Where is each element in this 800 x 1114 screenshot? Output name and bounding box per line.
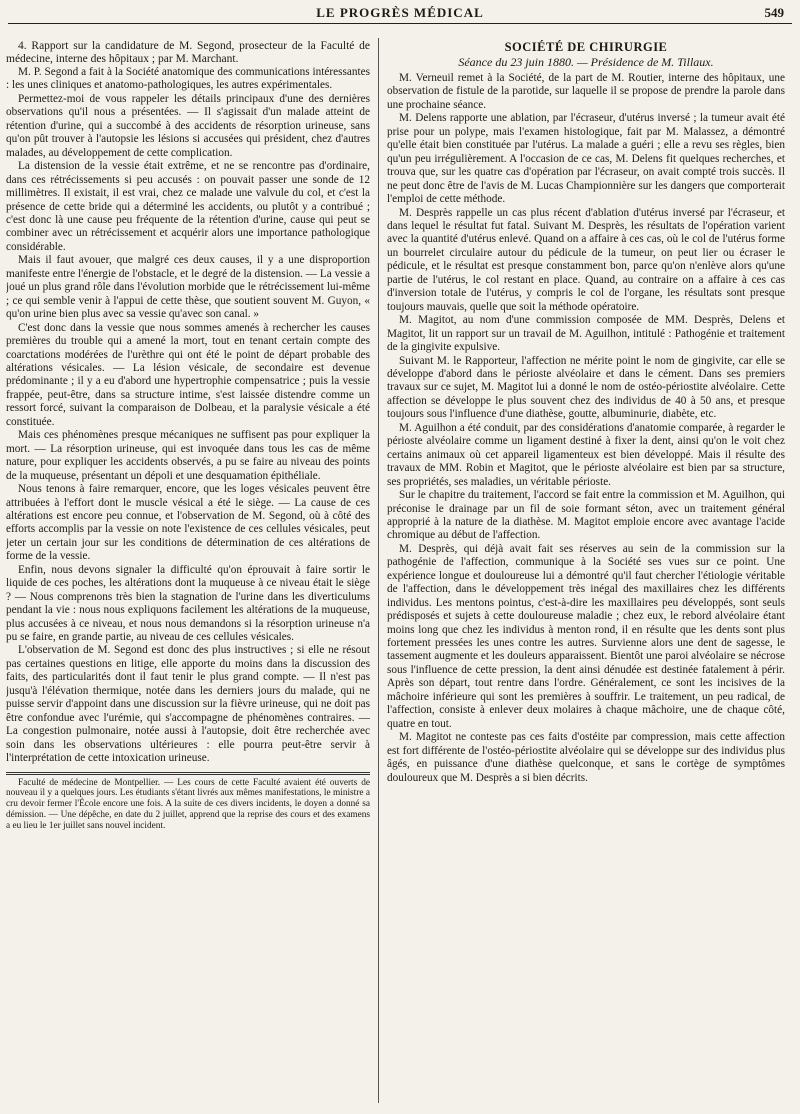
right-paragraph: Suivant M. le Rapporteur, l'affection ne mérite point le nom de gingivite, car elle se développe d'abord dans le périoste alvéolaire et dans le cément. Dans ses premiers travaux sur ce sujet, M. Magitot lui a donné le nom de ostéo-périostite alvéolaire. Cette affection se développe le plus souvent chez des individus de 40 à 50 ans, et presque toujours sous l'influence d'une diathèse, goutte, albuminurie, diabète, etc. <box>387 354 785 421</box>
page-number: 549 <box>764 5 784 20</box>
left-paragraph: La distension de la vessie était extrême, et ne se rencontre pas d'ordinaire, dans ces rétrécissements si peu accusés : on pouvait passer une sonde de 12 millimètres. Il existait, il est vrai, chez ce malade une valvule du col, et c'est la présence de cette bride qui a déterminé les accidents, ou plutôt y a contribué ; c'est donc là une cause peu fréquente de la rétention d'urine, cause qui peut se combiner avec un rétrécissement et acquérir alors une importance pathologique considérable. <box>6 160 370 253</box>
left-paragraph: Mais il faut avouer, que malgré ces deux causes, il y a une disproportion manifeste entre l'énergie de l'obstacle, et le degré de la distension. — La vessie a joué un plus grand rôle dans l'évolution morbide que le rétrécissement lui-même ; ce qui semble venir à l'appui de cette thèse, que soutient souvent M. Guyon, « qu'on urine bien plus avec sa vessie qu'avec son canal. » <box>6 254 370 321</box>
rapport-title: 4. Rapport sur la candidature de M. Segond, prosecteur de la Faculté de médecine, interne des hôpitaux ; par M. Marchant. <box>6 40 370 65</box>
left-column <box>6 40 370 1100</box>
left-paragraph: Mais ces phénomènes presque mécaniques ne suffisent pas pour expliquer la mort. — La résorption urineuse, qui est invoquée dans tous les cas de même nature, pour expliquer les accidents observés, a pu se faire au niveau des points de la muqueuse, présentant un dépoli et une desquamation épithéliale. <box>6 429 370 482</box>
seance-text: Séance du 23 juin 1880. — Présidence de M. Tillaux. <box>458 55 714 69</box>
right-paragraph: M. Desprès rappelle un cas plus récent d'ablation d'utérus inversé par l'écraseur, et dans lequel le résultat fut fatal. Suivant M. Desprès, les résultats de l'opération varient avec la quantité d'utérus enlevé. Quand on a affaire à ces cas, où le col de l'utérus forme un bourrelet circulaire autour du pédicule de la tumeur, on peut lier ou écraser le pédicule, et le résultat est presque constamment bon, parce qu'on n'enlève alors qu'une partie de l'utérus, le col restant en place. Quand, au contraire on a affaire à ces cas d'inversion totale de l'utérus, y compris le col de l'organe, les résultats sont presque toujours mauvais, quelle que soit la méthode opératoire. <box>387 206 785 313</box>
section-title: SOCIÉTÉ DE CHIRURGIE <box>504 40 668 54</box>
right-paragraph: M. Verneuil remet à la Société, de la part de M. Routier, interne des hôpitaux, une observation de fistule de la parotide, sur laquelle il se propose de prendre la parole dans une prochaine séance. <box>387 72 785 111</box>
header-rule <box>8 23 792 24</box>
footnote-rule <box>6 772 370 775</box>
right-paragraph: M. Delens rapporte une ablation, par l'écraseur, d'utérus inversé ; la tumeur avait été prise pour un polype, mais l'examen histologique, fait par M. Malassez, a démontré qu'elle était bien constituée par l'utérus. La malade a guéri ; elle a revu ses règles, bien qu'un peu irrégulièrement. A l'occasion de ce cas, M. Delens fit quelques recherches, et trouva que, sur les quatre cas d'opération par l'écraseur, on avait compté trois succès. Il ne peut donc être de l'avis de M. Lucas Championnière sur les dangers que comporterait l'emploi de cette méthode. <box>387 112 785 206</box>
right-paragraph: M. Aguilhon a été conduit, par des considérations d'anatomie comparée, à regarder le périoste alvéolaire comme un ligament destiné à fixer la dent, ainsi qu'on le voit chez certains animaux où cet appareil ligamenteux est bien développé. Mais il résulte des travaux de MM. Robin et Magitot, que le périoste alvéolaire est bien par sa structure, ses propriétés, ses maladies, un véritable périoste. <box>387 421 785 488</box>
right-paragraph: M. Magitot, au nom d'une commission composée de MM. Desprès, Delens et Magitot, lit un rapport sur un travail de M. Aguilhon, intitulé : Pathogénie et traitement de la gingivite expulsive. <box>387 314 785 354</box>
seance-line <box>387 55 785 70</box>
footnote-montpellier: Faculté de médecine de Montpellier. — Les cours de cette Faculté avaient été ouverts de nouveau il y a quelques jours. Les étudiants s'étant livrés aux mêmes manifestations, le ministre a cru devoir fermer l'École encore une fois. A la suite de ces divers incidents, le doyen a donné sa démission. — Une dépêche, en date du 2 juillet, apprend que la reprise des cours et des examens a eu lieu le 1er juillet sans nouvel incident. <box>6 777 370 832</box>
left-paragraph: Permettez-moi de vous rappeler les détails principaux d'une des dernières observations qu'il nous a présentées. — Il s'agissait d'un malade atteint de rétention d'urine, qui a succombé à des accidents de résorption urineuse, sans qu'on pût trouver à l'autopsie les lésions si accusées qui président, chez d'autres malades, au développement de cette complication. <box>6 92 370 159</box>
left-paragraph: M. P. Segond a fait à la Société anatomique des communications intéressantes : les unes cliniques et anatomo-pathologiques, les autres expérimentales. <box>6 66 370 92</box>
right-paragraph: Sur le chapitre du traitement, l'accord se fait entre la commission et M. Aguilhon, qui préconise le drainage par un fil de soie formant séton, avec un traitement général approprié à la nature de la diathèse. M. Magitot emploie encore avec avantage l'acide chromique au début de l'affection. <box>387 489 785 542</box>
left-paragraph: Nous tenons à faire remarquer, encore, que les loges vésicales peuvent être attribuées à l'effort dont le muscle vésical a été le siège. — La cause de ces altérations est encore peu connue, et l'observation de M. Segond, où à côté des efforts accomplis par la vessie on note l'existence de ces cellules vésicales, peut jeter un certain jour sur les conditions de détermination de ces altérations de forme de la vessie. <box>6 483 370 563</box>
left-paragraph: L'observation de M. Segond est donc des plus instructives ; si elle ne résout pas certaines questions en litige, elle apporte du moins dans la discussion des faits, des particularités dont il faut tenir le plus grand compte. — Il n'est pas jusqu'à l'élévation thermique, notée dans les derniers jours du malade, qui ne puisse servir d'appoint dans une discussion sur la fièvre urineuse, qui ne doit pas être confondue avec l'urémie, qui s'accompagne de phénomènes contraires. — La congestion pulmonaire, notée aussi à l'autopsie, doit être recherchée avec soin dans les observations ultérieures : elle pourra peut-être servir à l'interprétation de cette intoxication urineuse. <box>6 644 370 765</box>
right-paragraph: M. Magitot ne conteste pas ces faits d'ostéite par compression, mais cette affection est fort différente de l'ostéo-périostite alvéolaire qui se développe sur des individus plus âgés, en puissance d'une diathèse quelconque, et sans le cortège de symptômes douloureux que M. Desprès a si bien décrits. <box>387 731 785 784</box>
right-paragraph: M. Desprès, qui déjà avait fait ses réserves au sein de la commission sur la pathogénie de l'affection, communique à la Société ses vues sur ce point. Une expérience longue et douloureuse lui a démontré qu'il faut chercher l'étiologie véritable de l'affection, dans le développement très inégal des maxillaires chez les différents individus. Les mentons pointus, c'est-à-dire les maxillaires peu développés, sont seuls prédisposés et sujets à cette douloureuse maladie ; chez eux, le rebord alvéolaire étant moins long que chez les individus à menton rond, il en résulte que les dents sont plus fortement pressées les unes contre les autres. Survienne alors une dent de sagesse, le tassement augmente et les douleurs apparaissent. Bientôt une paroi alvéolaire se nécrose sous l'influence de cette pression, la dent ainsi dénudée est destinée fatalement à périr. Après son départ, tout rentre dans l'ordre. Généralement, ce sont les incisives de la mâchoire inférieure qui sont les premières à souffrir. Le traitement, un peu radical, de l'affection, consiste à enlever deux molaires à chaque mâchoire, une de chaque côté, quatre en tout. <box>387 542 785 730</box>
journal-title: LE PROGRÈS MÉDICAL <box>316 5 484 20</box>
left-paragraph: Enfin, nous devons signaler la difficulté qu'on éprouvait à faire sortir le liquide de ces poches, les altérations dont la muqueuse à ce niveau était le siège ? — Nous comprenons très bien la stagnation de l'urine dans les diverticulums pendant la vie : nous nous expliquons facilement les altérations de la muqueuse, plus accusées à ce niveau, et nous nous demandons si la résorption urineuse n'a pu se faire, en grande partie, au niveau de ces cellules vésicales. <box>6 563 370 644</box>
column-divider <box>378 38 379 1103</box>
right-column <box>387 40 785 1090</box>
left-paragraph: C'est donc dans la vessie que nous sommes amenés à rechercher les causes premières du trouble qui a amené la mort, tout en tenant certain compte des coarctations modérées de l'urèthre qui ont été le point de départ probable des altérations vésicales. — La lésion vésicale, de secondaire est devenue prédominante ; il y a eu d'abord une hypertrophie compensatrice ; puis la vessie frappée, peut-être, dans sa structure intime, s'est laissée distendre comme un ressort forcé, suivant la comparaison de Dolbeau, et la paralysie vésicale a été constituée. <box>6 321 370 428</box>
